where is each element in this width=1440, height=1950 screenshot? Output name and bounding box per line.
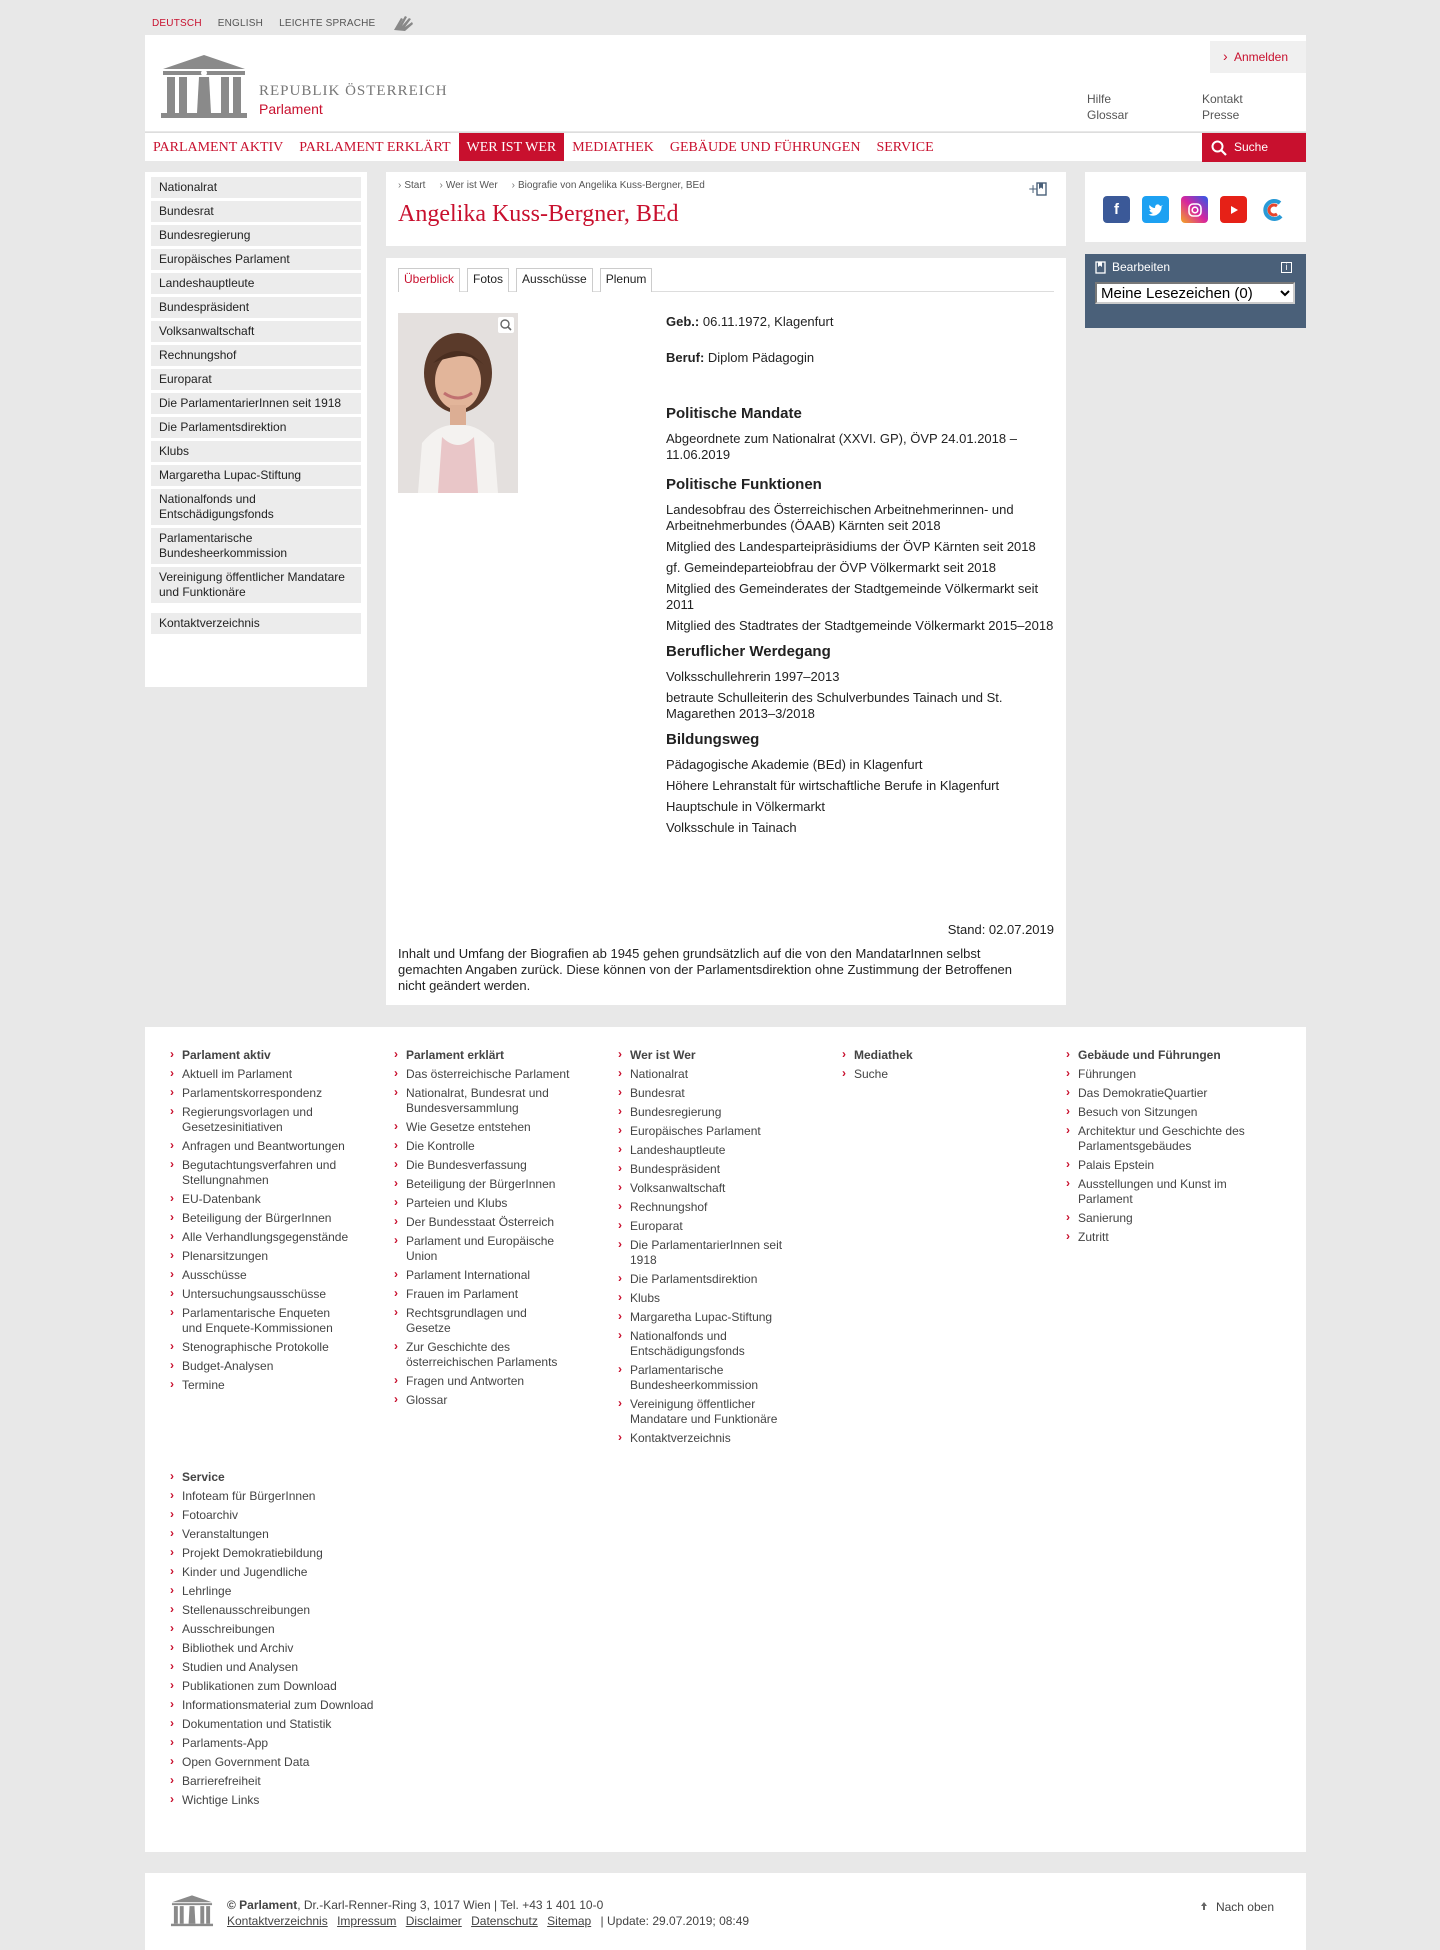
glossary-link[interactable]: Glossar bbox=[1087, 108, 1129, 122]
footer-col-parlament-erklaert bbox=[394, 1048, 574, 1412]
footer-link[interactable]: › Parlaments-App bbox=[170, 1736, 410, 1751]
birth-value: 06.11.1972, Klagenfurt bbox=[702, 314, 834, 329]
twitter-icon[interactable] bbox=[1142, 196, 1169, 223]
footer-link[interactable]: › Projekt Demokratiebildung bbox=[170, 1546, 410, 1561]
lang-english[interactable]: ENGLISH bbox=[217, 17, 264, 29]
footer-link[interactable]: › Kontaktverzeichnis bbox=[618, 1431, 798, 1446]
profession-value: Diplom Pädagogin bbox=[707, 350, 815, 365]
portrait-photo[interactable] bbox=[398, 313, 518, 493]
update-date: | Update: 29.07.2019; 08:49 bbox=[600, 1914, 750, 1928]
footer-link[interactable]: › Stellenausschreibungen bbox=[170, 1603, 410, 1618]
footer-bottom-bar bbox=[145, 1873, 1306, 1950]
footer-col-title[interactable]: › Mediathek bbox=[842, 1048, 1022, 1062]
footer-legal-link[interactable]: Disclaimer bbox=[405, 1914, 462, 1928]
parliament-building-icon bbox=[159, 55, 249, 119]
footer-link[interactable]: › Fragen und Antworten bbox=[394, 1374, 574, 1389]
nav-parlament-erklaert[interactable]: PARLAMENT ERKLÄRT bbox=[299, 140, 451, 155]
breadcrumb-item[interactable]: › Wer ist Wer bbox=[439, 180, 497, 191]
section-item: Mitglied des Landesparteipräsidiums der ÖVP Kärnten seit 2018 bbox=[666, 539, 1036, 554]
sidebar-item[interactable]: Parlamentarische Bundesheerkommission bbox=[151, 528, 361, 564]
sidebar-item[interactable]: Klubs bbox=[151, 441, 361, 462]
social-links bbox=[1085, 172, 1306, 242]
footer-link[interactable]: › Zur Geschichte des österreichischen Parlaments bbox=[394, 1340, 574, 1370]
footer-link[interactable]: › Infoteam für BürgerInnen bbox=[170, 1489, 410, 1504]
title-box bbox=[386, 172, 1066, 246]
sidebar-item[interactable]: Nationalfonds und Entschädigungsfonds bbox=[151, 489, 361, 525]
footer-link[interactable]: › Bundespräsident bbox=[618, 1162, 798, 1177]
footer-link[interactable]: › Begutachtungsverfahren und Stellungnahmen bbox=[170, 1158, 350, 1188]
breadcrumb bbox=[398, 180, 1054, 191]
footer-link[interactable]: › Open Government Data bbox=[170, 1755, 410, 1770]
footer-legal-link[interactable]: Impressum bbox=[337, 1914, 397, 1928]
footer-link[interactable]: › Informationsmaterial zum Download bbox=[170, 1698, 410, 1713]
footer-link[interactable]: › Budget-Analysen bbox=[170, 1359, 350, 1374]
section-item: Hauptschule in Völkermarkt bbox=[666, 799, 825, 814]
login-button[interactable]: › Anmelden bbox=[1210, 41, 1306, 73]
press-link[interactable]: Presse bbox=[1202, 108, 1240, 122]
demokratiewebstatt-icon[interactable] bbox=[1259, 196, 1286, 223]
birth-label: Geb.: bbox=[666, 314, 700, 329]
footer-link[interactable]: › Fotoarchiv bbox=[170, 1508, 410, 1523]
nav-mediathek[interactable]: MEDIATHEK bbox=[572, 140, 654, 155]
logo-title: REPUBLIK ÖSTERREICH bbox=[259, 83, 448, 99]
footer-col-mediathek bbox=[842, 1048, 1022, 1086]
footer-link[interactable]: › Klubs bbox=[618, 1291, 798, 1306]
footer-link[interactable]: › Veranstaltungen bbox=[170, 1527, 410, 1542]
section-item: gf. Gemeindeparteiobfrau der ÖVP Völkermarkt seit 2018 bbox=[666, 560, 996, 575]
footer-legal-link[interactable]: Sitemap bbox=[547, 1914, 592, 1928]
sidebar bbox=[145, 172, 367, 687]
back-to-top-label: Nach oben bbox=[1215, 1900, 1274, 1914]
footer-col-title[interactable]: › Service bbox=[170, 1470, 410, 1484]
footer-link[interactable]: › Die ParlamentarierInnen seit 1918 bbox=[618, 1238, 798, 1268]
footer-link[interactable]: › Volksanwaltschaft bbox=[618, 1181, 798, 1196]
youtube-icon[interactable] bbox=[1220, 196, 1247, 223]
search-label: Suche bbox=[1234, 140, 1269, 154]
help-link[interactable]: Hilfe bbox=[1087, 92, 1112, 106]
address: , Dr.-Karl-Renner-Ring 3, 1017 Wien | Tel. +43 1 401 10-0 bbox=[297, 1898, 604, 1912]
section-title: Politische Funktionen bbox=[666, 476, 822, 493]
nav-parlament-aktiv[interactable]: PARLAMENT AKTIV bbox=[153, 140, 284, 155]
sidebar-item[interactable]: Landeshauptleute bbox=[151, 273, 361, 294]
sidebar-item[interactable]: Rechnungshof bbox=[151, 345, 361, 366]
copyright: © Parlament bbox=[227, 1898, 298, 1912]
search-icon bbox=[1211, 140, 1227, 156]
footer-link[interactable]: › Bundesrat bbox=[618, 1086, 798, 1101]
footer-link[interactable]: › Parteien und Klubs bbox=[394, 1196, 574, 1211]
footer-legal-link[interactable]: Datenschutz bbox=[471, 1914, 538, 1928]
breadcrumb-item: › Biografie von Angelika Kuss-Bergner, BEd bbox=[512, 180, 705, 191]
section-item: Abgeordnete zum Nationalrat (XXVI. GP), ÖVP 24.01.2018 – 11.06.2019 bbox=[666, 431, 1017, 462]
footer-link[interactable]: › Parlamentarische Enqueten und Enquete-Kommissionen bbox=[170, 1306, 350, 1336]
tab-bar bbox=[398, 268, 1054, 292]
footer-link[interactable]: › Die Kontrolle bbox=[394, 1139, 574, 1154]
footer-link[interactable]: › Bundesregierung bbox=[618, 1105, 798, 1120]
bookmark-icon bbox=[1095, 261, 1106, 274]
footer-col-title[interactable]: › Parlament aktiv bbox=[170, 1048, 350, 1062]
biography-content bbox=[386, 258, 1066, 1005]
svg-text:+: + bbox=[1028, 182, 1039, 196]
footer-link[interactable]: › Europarat bbox=[618, 1219, 798, 1234]
logo-subtitle: Parlament bbox=[259, 101, 323, 117]
parliament-logo[interactable] bbox=[159, 55, 448, 119]
footer-legal bbox=[227, 1897, 749, 1929]
sidebar-item[interactable]: Europarat bbox=[151, 369, 361, 390]
disclaimer-text: Inhalt und Umfang der Biografien ab 1945 gehen grundsätzlich auf die von den MandatarInnen selbst gemachten Angaben zurück. Diese können von der Parlamentsdirektion ohne Zustimmung der Betroffenen nicht geändert werden. bbox=[398, 946, 1013, 993]
footer-col-service bbox=[170, 1470, 410, 1812]
section-item: betraute Schulleiterin des Schulverbundes Tainach und St. Magarethen 2013–3/2018 bbox=[666, 690, 1003, 721]
footer-link[interactable]: › Margaretha Lupac-Stiftung bbox=[618, 1310, 798, 1325]
section-item: Volksschullehrerin 1997–2013 bbox=[666, 669, 840, 684]
sidebar-item[interactable]: Europäisches Parlament bbox=[151, 249, 361, 270]
arrow-up-icon bbox=[1199, 1901, 1209, 1911]
footer-link[interactable]: › Anfragen und Beantwortungen bbox=[170, 1139, 350, 1154]
footer-col-title[interactable]: › Gebäude und Führungen bbox=[1066, 1048, 1256, 1062]
footer-link[interactable]: › Die Bundesverfassung bbox=[394, 1158, 574, 1173]
footer-link[interactable]: › Beteiligung der BürgerInnen bbox=[394, 1177, 574, 1192]
footer-legal-link[interactable]: Kontaktverzeichnis bbox=[227, 1914, 328, 1928]
footer-link[interactable]: › Vereinigung öffentlicher Mandatare und Funktionäre bbox=[618, 1397, 798, 1427]
footer-link[interactable]: › Beteiligung der BürgerInnen bbox=[170, 1211, 350, 1226]
sidebar-item[interactable]: Bundesregierung bbox=[151, 225, 361, 246]
footer-link[interactable]: › Glossar bbox=[394, 1393, 574, 1408]
section-title: Politische Mandate bbox=[666, 405, 802, 422]
section-item: Volksschule in Tainach bbox=[666, 820, 797, 835]
footer-link[interactable]: › Alle Verhandlungsgegenstände bbox=[170, 1230, 350, 1245]
footer-link[interactable]: › Parlament und Europäische Union bbox=[394, 1234, 574, 1264]
lang-deutsch[interactable]: DEUTSCH bbox=[152, 17, 202, 29]
section-title: Bildungsweg bbox=[666, 731, 760, 748]
footer-link[interactable]: › Führungen bbox=[1066, 1067, 1256, 1082]
nav-gebaeude[interactable]: GEBÄUDE UND FÜHRUNGEN bbox=[669, 140, 861, 155]
sidebar-item[interactable]: Bundespräsident bbox=[151, 297, 361, 318]
page-title: Angelika Kuss-Bergner, BEd bbox=[398, 201, 679, 227]
birth-row bbox=[666, 314, 1056, 330]
footer-link[interactable]: › Architektur und Geschichte des Parlamentsgebäudes bbox=[1066, 1124, 1256, 1154]
lang-easy[interactable]: LEICHTE SPRACHE bbox=[279, 17, 376, 29]
footer-link[interactable]: › Dokumentation und Statistik bbox=[170, 1717, 410, 1732]
section-title: Beruflicher Werdegang bbox=[666, 643, 831, 660]
instagram-icon[interactable] bbox=[1181, 196, 1208, 223]
footer-col-title[interactable]: › Parlament erklärt bbox=[394, 1048, 574, 1062]
section-item: Landesobfrau des Österreichischen Arbeitnehmerinnen- und Arbeitnehmerbundes (ÖAAB) Kärnten seit 2018 bbox=[666, 502, 1014, 533]
nav-wer-ist-wer[interactable]: WER IST WER bbox=[459, 133, 565, 161]
footer-link[interactable]: › Regierungsvorlagen und Gesetzesinitiativen bbox=[170, 1105, 350, 1135]
footer-link[interactable]: › Ausstellungen und Kunst im Parlament bbox=[1066, 1177, 1256, 1207]
footer-link[interactable]: › Frauen im Parlament bbox=[394, 1287, 574, 1302]
profession-row bbox=[666, 350, 1056, 366]
zoom-icon[interactable] bbox=[498, 317, 514, 333]
footer-link[interactable]: › Europäisches Parlament bbox=[618, 1124, 798, 1139]
sidebar-item-contacts[interactable]: Kontaktverzeichnis bbox=[151, 613, 361, 634]
section-item: Höhere Lehranstalt für wirtschaftliche Berufe in Klagenfurt bbox=[666, 778, 1000, 793]
sidebar-item[interactable]: Vereinigung öffentlicher Mandatare und Funktionäre bbox=[151, 567, 361, 603]
tab-committees[interactable]: Ausschüsse bbox=[516, 268, 593, 292]
sidebar-item[interactable]: Die ParlamentarierInnen seit 1918 bbox=[151, 393, 361, 414]
footer-link[interactable]: › Plenarsitzungen bbox=[170, 1249, 350, 1264]
bookmark-panel bbox=[1085, 254, 1306, 328]
breadcrumb-item[interactable]: › Start bbox=[398, 180, 425, 191]
footer-link[interactable]: › Nationalrat bbox=[618, 1067, 798, 1082]
footer-link[interactable]: › Zutritt bbox=[1066, 1230, 1256, 1245]
footer-link[interactable]: › Parlament International bbox=[394, 1268, 574, 1283]
footer-link[interactable]: › Untersuchungsausschüsse bbox=[170, 1287, 350, 1302]
contact-link[interactable]: Kontakt bbox=[1202, 92, 1243, 106]
footer-link[interactable]: › Sanierung bbox=[1066, 1211, 1256, 1226]
main-navigation bbox=[145, 132, 1306, 161]
footer-col-gebaeude bbox=[1066, 1048, 1256, 1249]
footer-link[interactable]: › Nationalrat, Bundesrat und Bundesversammlung bbox=[394, 1086, 574, 1116]
tab-overview[interactable]: Überblick bbox=[398, 268, 460, 292]
footer-link[interactable]: › Publikationen zum Download bbox=[170, 1679, 410, 1694]
footer-col-title[interactable]: › Wer ist Wer bbox=[618, 1048, 798, 1062]
footer-link[interactable]: › Bibliothek und Archiv bbox=[170, 1641, 410, 1656]
search-button[interactable] bbox=[1202, 133, 1306, 162]
footer-link[interactable]: › Stenographische Protokolle bbox=[170, 1340, 350, 1355]
footer-link[interactable]: › Lehrlinge bbox=[170, 1584, 410, 1599]
section-item: Mitglied des Stadtrates der Stadtgemeinde Völkermarkt 2015–2018 bbox=[666, 618, 1054, 633]
sidebar-item[interactable]: Volksanwaltschaft bbox=[151, 321, 361, 342]
sidebar-item[interactable]: Bundesrat bbox=[151, 201, 361, 222]
tab-plenum[interactable]: Plenum bbox=[600, 268, 653, 292]
footer-link[interactable]: › Besuch von Sitzungen bbox=[1066, 1105, 1256, 1120]
footer-link[interactable]: › Palais Epstein bbox=[1066, 1158, 1256, 1173]
footer-link[interactable]: › Parlamentarische Bundesheerkommission bbox=[618, 1363, 798, 1393]
site-header bbox=[145, 35, 1306, 131]
sign-language-icon[interactable] bbox=[391, 14, 417, 32]
footer-col-parlament-aktiv bbox=[170, 1048, 350, 1397]
info-icon[interactable]: i bbox=[1281, 262, 1292, 273]
bookmark-select[interactable] bbox=[1095, 282, 1295, 304]
footer-link[interactable]: › Studien und Analysen bbox=[170, 1660, 410, 1675]
tab-photos[interactable]: Fotos bbox=[467, 268, 509, 292]
add-bookmark-icon[interactable] bbox=[1028, 182, 1048, 199]
bookmark-edit-link[interactable]: Bearbeiten bbox=[1112, 260, 1171, 274]
section-item: Mitglied des Gemeinderates der Stadtgemeinde Völkermarkt seit 2011 bbox=[666, 581, 1039, 612]
language-bar bbox=[152, 14, 417, 32]
footer-link[interactable]: › EU-Datenbank bbox=[170, 1192, 350, 1207]
footer-link[interactable]: › Die Parlamentsdirektion bbox=[618, 1272, 798, 1287]
sidebar-item[interactable]: Die Parlamentsdirektion bbox=[151, 417, 361, 438]
footer-col-wer-ist-wer bbox=[618, 1048, 798, 1450]
footer-link[interactable]: › Kinder und Jugendliche bbox=[170, 1565, 410, 1580]
nav-service[interactable]: SERVICE bbox=[876, 140, 934, 155]
footer-link[interactable]: › Der Bundesstaat Österreich bbox=[394, 1215, 574, 1230]
footer-link[interactable]: › Parlamentskorrespondenz bbox=[170, 1086, 350, 1101]
parliament-small-logo[interactable] bbox=[170, 1895, 214, 1927]
status-date: Stand: 02.07.2019 bbox=[947, 922, 1054, 937]
sidebar-item[interactable]: Nationalrat bbox=[151, 177, 361, 198]
section-item: Pädagogische Akademie (BEd) in Klagenfurt bbox=[666, 757, 923, 772]
footer-link[interactable]: › Nationalfonds und Entschädigungsfonds bbox=[618, 1329, 798, 1359]
footer-link[interactable]: › Barrierefreiheit bbox=[170, 1774, 410, 1789]
footer-link[interactable]: › Suche bbox=[842, 1067, 1022, 1082]
footer-link[interactable]: › Das österreichische Parlament bbox=[394, 1067, 574, 1082]
biography-details bbox=[666, 314, 1056, 841]
footer-link[interactable]: › Termine bbox=[170, 1378, 350, 1393]
footer-link[interactable]: › Ausschreibungen bbox=[170, 1622, 410, 1637]
footer-link[interactable]: › Wichtige Links bbox=[170, 1793, 410, 1808]
back-to-top-link[interactable] bbox=[1199, 1900, 1274, 1914]
footer-link[interactable]: › Rechnungshof bbox=[618, 1200, 798, 1215]
footer-link[interactable]: › Ausschüsse bbox=[170, 1268, 350, 1283]
footer-link[interactable]: › Landeshauptleute bbox=[618, 1143, 798, 1158]
footer-link[interactable]: › Rechtsgrundlagen und Gesetze bbox=[394, 1306, 574, 1336]
footer-link[interactable]: › Wie Gesetze entstehen bbox=[394, 1120, 574, 1135]
footer-link[interactable]: › Aktuell im Parlament bbox=[170, 1067, 350, 1082]
profession-label: Beruf: bbox=[666, 350, 705, 365]
footer-sitemap bbox=[145, 1027, 1306, 1852]
meta-links bbox=[1087, 92, 1292, 122]
footer-link[interactable]: › Das DemokratieQuartier bbox=[1066, 1086, 1256, 1101]
sidebar-item[interactable]: Margaretha Lupac-Stiftung bbox=[151, 465, 361, 486]
facebook-icon[interactable]: f bbox=[1103, 196, 1130, 223]
